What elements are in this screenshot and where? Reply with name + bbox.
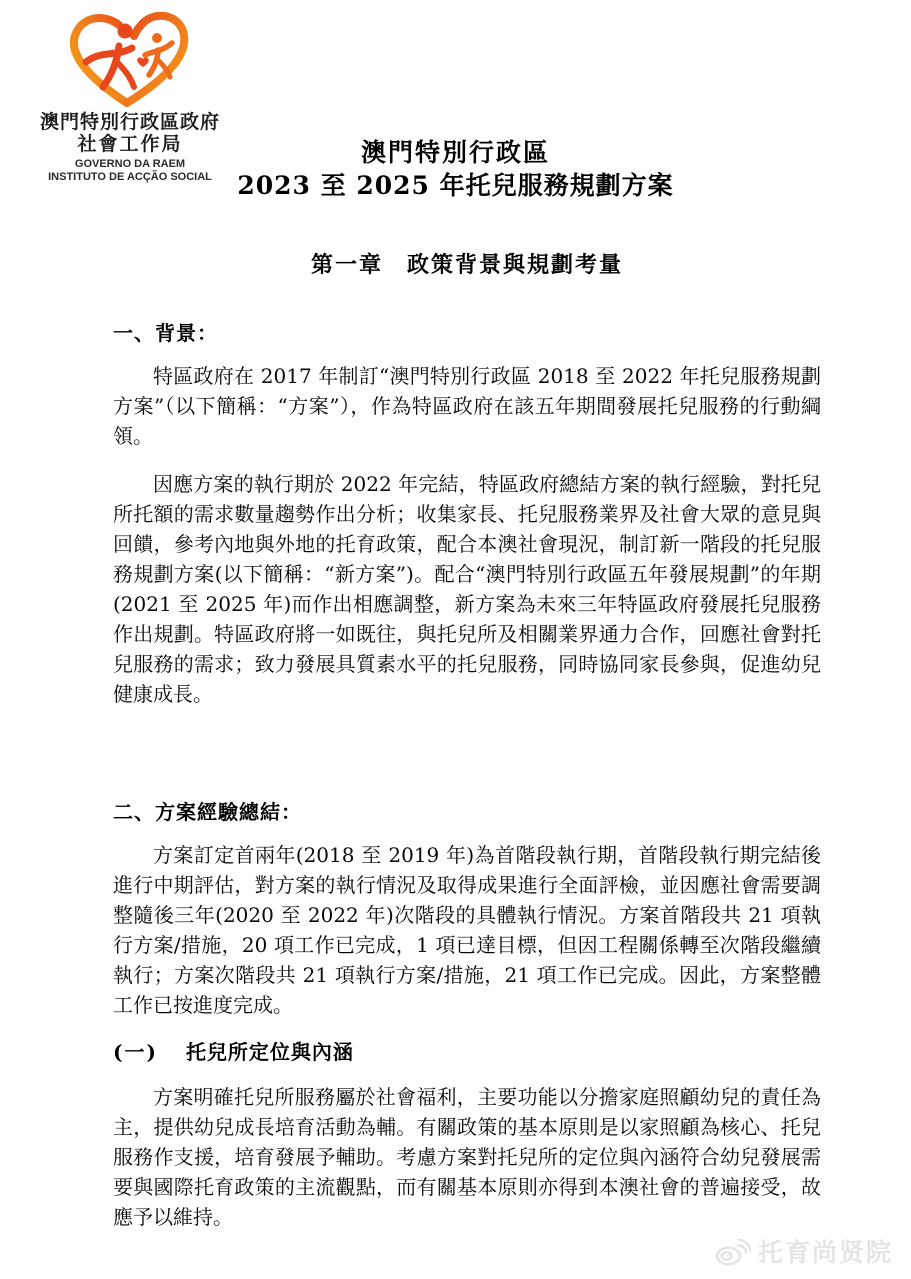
heart-figures-logo-icon [59,10,201,110]
weibo-icon [715,1236,751,1266]
org-name-chinese: 澳門特別行政區政府 [39,112,220,133]
document-title [0,136,911,202]
section-2-paragraph-1: 方案訂定首兩年(2018 至 2019 年)為首階段執行期，首階段執行期完結後進行中期評估，對方案的執行情況及取得成果進行全面評檢，並因應社會需要調整隨後三年(2020 至 2022 年)次階段的具體執行情況。方案首階段共 21 項執行方案/措施，20 項工作已完成，1 項已達目標，但因工程關係轉至次階段繼續執行；方案次階段共 21 項執行方案/措施，21 項工作已完成。因此，方案整體工作已按進度完成。 [113,843,821,1017]
subsection-paragraph-1: 方案明確托兒所服務屬於社會福利，主要功能以分擔家庭照顧幼兒的責任為主，提供幼兒成長培育活動為輔。有關政策的基本原則是以家照顧為核心、托兒服務作支援，培育發展予輔助。考慮方案對托兒所的定位與內涵符合幼兒發展需要與國際托育政策的主流觀點，而有關基本原則亦得到本澳社會的普遍接受，故應予以維持。 [113,1085,821,1229]
watermark-text: 托育尚贤院 [757,1239,893,1267]
org-bureau-chinese: 社會工作局 [77,134,183,155]
section-1-paragraph-2: 因應方案的執行期於 2022 年完結，特區政府總結方案的執行經驗，對托兒所托額的需求數量趨勢作出分析；收集家長、托兒服務業界及社會大眾的意見與回饋，參考內地與外地的托育政策，配合本澳社會現況，制訂新一階段的托兒服務規劃方案(以下簡稱：“新方案”)。配合“澳門特別行政區五年發展規劃”的年期(2021 至 2025 年)而作出相應調整，新方案為未來三年特區政府發展托兒服務作出規劃。特區政府將一如既往，與托兒所及相關業界通力合作，回應社會對托兒服務的需求；致力發展具質素水平的托兒服務，同時協同家長參與，促進幼兒健康成長。 [113,472,821,706]
org-name-portuguese: GOVERNO DA RAEM [74,158,186,170]
section-1-heading: 一、背景： [113,321,218,345]
subsection-heading [113,1037,821,1067]
org-institute-portuguese: INSTITUTO DE ACÇÃO SOCIAL [48,171,212,183]
subsection-number: (一) [113,1040,158,1064]
section-1-paragraph-1: 特區政府在 2017 年制訂“澳門特別行政區 2018 至 2022 年托兒服務規劃方案”（以下簡稱：“方案”），作為特區政府在該五年期間發展托兒服務的行動綱領。 [113,364,821,448]
section-2-heading: 二、方案經驗總結： [113,800,302,824]
chapter-heading: 第一章 政策背景與規劃考量 [310,252,623,278]
document-body [113,318,821,1232]
document-title-line2: 2023 至 2025 年托兒服務規劃方案 [237,171,674,200]
watermark [715,1233,893,1269]
subsection-title: 托兒所定位與內涵 [185,1040,354,1064]
document-title-line1: 澳門特別行政區 [360,138,550,167]
